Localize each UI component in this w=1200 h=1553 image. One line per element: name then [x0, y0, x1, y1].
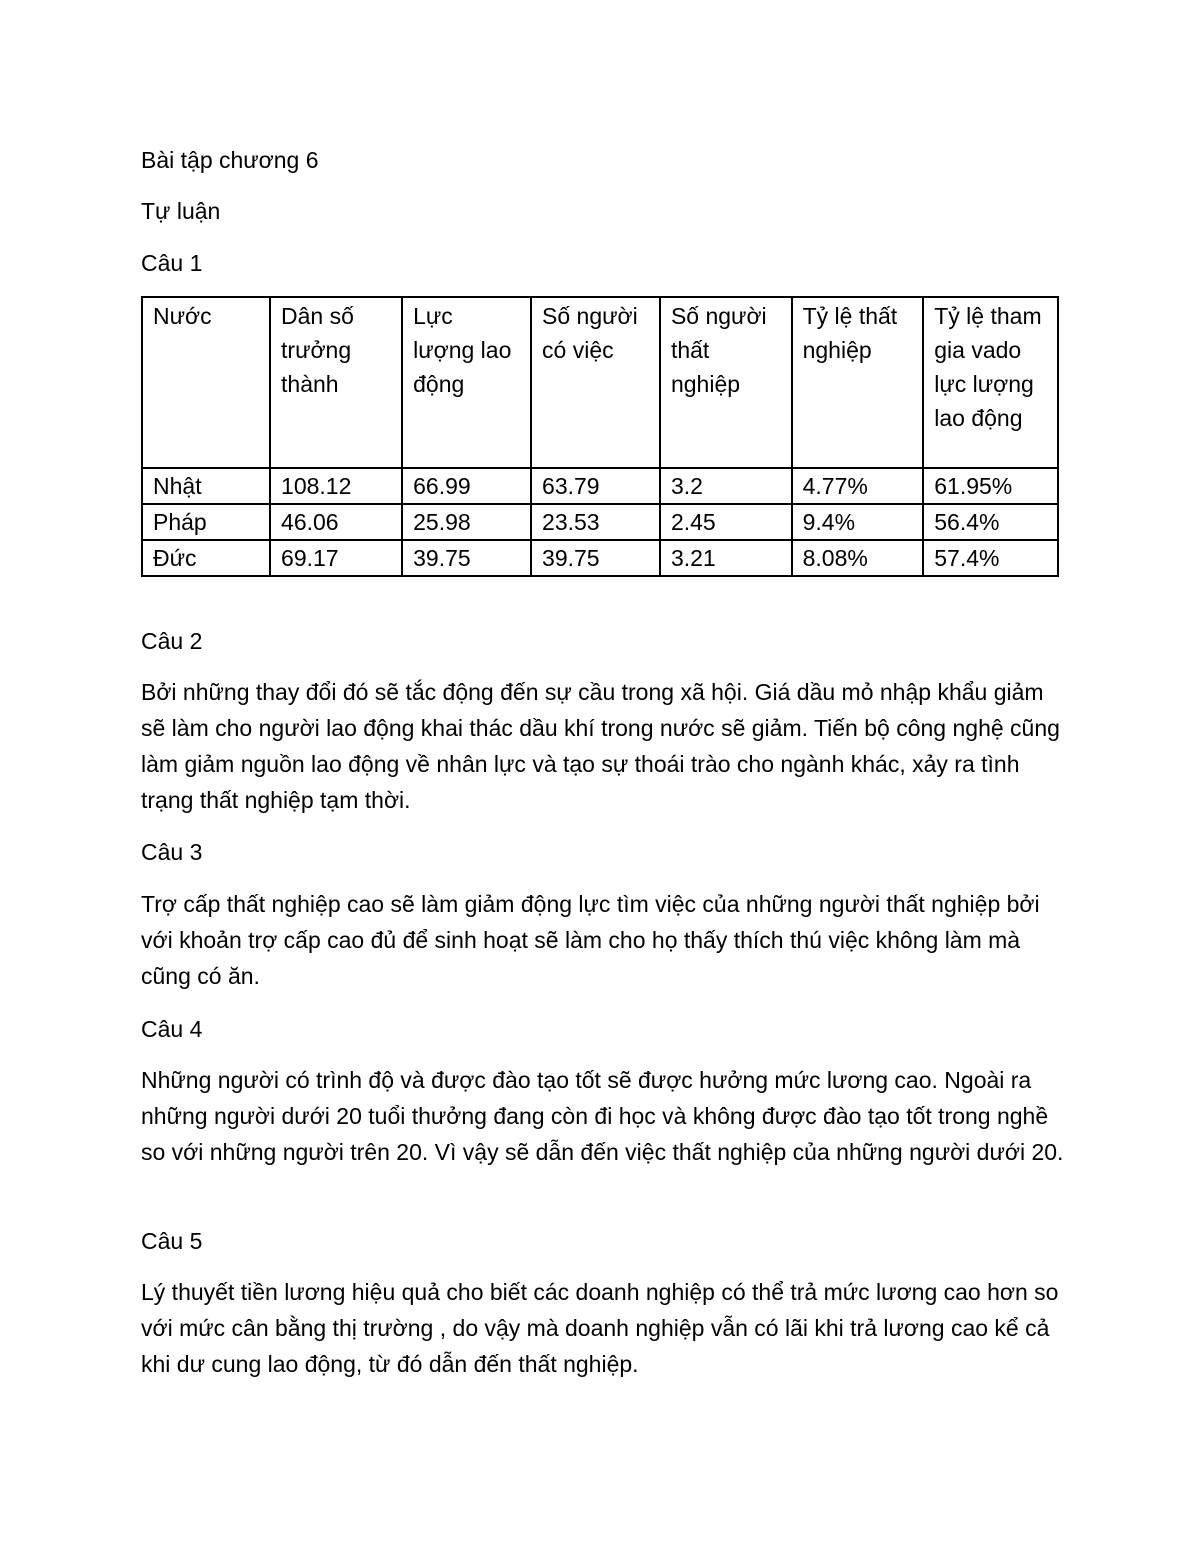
question-label-3: Câu 3: [141, 839, 203, 865]
table-cell: 66.99: [402, 468, 531, 504]
question-label-2: Câu 2: [141, 628, 203, 654]
table-cell: 39.75: [402, 540, 531, 576]
table-cell: 108.12: [270, 468, 402, 504]
table-cell: Nhật: [142, 468, 270, 504]
column-header: Nước: [142, 297, 270, 468]
answer-text: Bởi những thay đổi đó sẽ tắc động đến sự cầu trong xã hội. Giá dầu mỏ nhập khẩu giảm sẽ làm cho người lao động khai thác dầu khí trong nước sẽ giảm. Tiến bộ công nghệ cũng làm giảm nguồn lao động về nhân lực và tạo sự thoái trào cho ngành khác, xảy ra tình trạng thất nghiệp tạm thời.: [141, 679, 1060, 813]
answer-text: Những người có trình độ và được đào tạo tốt sẽ được hưởng mức lương cao. Ngoài ra những người dưới 20 tuổi thưởng đang còn đi học và không được đào tạo tốt trong nghề so với những người trên 20. Vì vậy sẽ dẫn đến việc thất nghiệp của những người dưới 20.: [141, 1067, 1064, 1165]
answer-text: Trợ cấp thất nghiệp cao sẽ làm giảm động lực tìm việc của những người thất nghiệp bởi với khoản trợ cấp cao đủ để sinh hoạt sẽ làm cho họ thấy thích thú việc không làm mà cũng có ăn.: [141, 891, 1040, 989]
document-title: Bài tập chương 6: [141, 147, 319, 173]
table-row: [142, 540, 1058, 576]
table-header-row: [142, 297, 1058, 468]
answer-4: [141, 1062, 1071, 1170]
answer-text: Lý thuyết tiền lương hiệu quả cho biết các doanh nghiệp có thể trả mức lương cao hơn so với mức cân bằng thị trường , do vậy mà doanh nghiệp vẫn có lãi khi trả lương cao kể cả khi dư cung lao động, từ đó dẫn đến thất nghiệp.: [141, 1279, 1059, 1377]
answer-5: [141, 1274, 1071, 1382]
table-cell: 46.06: [270, 504, 402, 540]
table-cell: 2.45: [660, 504, 792, 540]
section-heading: Tự luận: [141, 198, 221, 224]
column-header: Số người thất nghiệp: [660, 297, 792, 468]
column-header: Số người có việc: [531, 297, 660, 468]
column-header: Dân số trưởng thành: [270, 297, 402, 468]
table-cell: 8.08%: [792, 540, 924, 576]
table-cell: 23.53: [531, 504, 660, 540]
table-cell: Pháp: [142, 504, 270, 540]
column-header: Lực lượng lao động: [402, 297, 531, 468]
table-cell: 25.98: [402, 504, 531, 540]
column-header: Tỷ lệ thất nghiệp: [792, 297, 924, 468]
question-label-5: Câu 5: [141, 1228, 203, 1254]
table-cell: 3.2: [660, 468, 792, 504]
table-cell: Đức: [142, 540, 270, 576]
unemployment-table: [141, 296, 1059, 577]
table-cell: 9.4%: [792, 504, 924, 540]
table-cell: 4.77%: [792, 468, 924, 504]
answer-2: [141, 674, 1071, 818]
table-row: [142, 468, 1058, 504]
table-cell: 61.95%: [923, 468, 1058, 504]
table-cell: 39.75: [531, 540, 660, 576]
table-cell: 56.4%: [923, 504, 1058, 540]
table-cell: 63.79: [531, 468, 660, 504]
column-header: Tỷ lệ tham gia vado lực lượng lao động: [923, 297, 1058, 468]
table-row: [142, 504, 1058, 540]
table-cell: 69.17: [270, 540, 402, 576]
table-cell: 57.4%: [923, 540, 1058, 576]
question-label-1: Câu 1: [141, 250, 203, 276]
answer-3: [141, 886, 1071, 994]
table-cell: 3.21: [660, 540, 792, 576]
question-label-4: Câu 4: [141, 1016, 203, 1042]
